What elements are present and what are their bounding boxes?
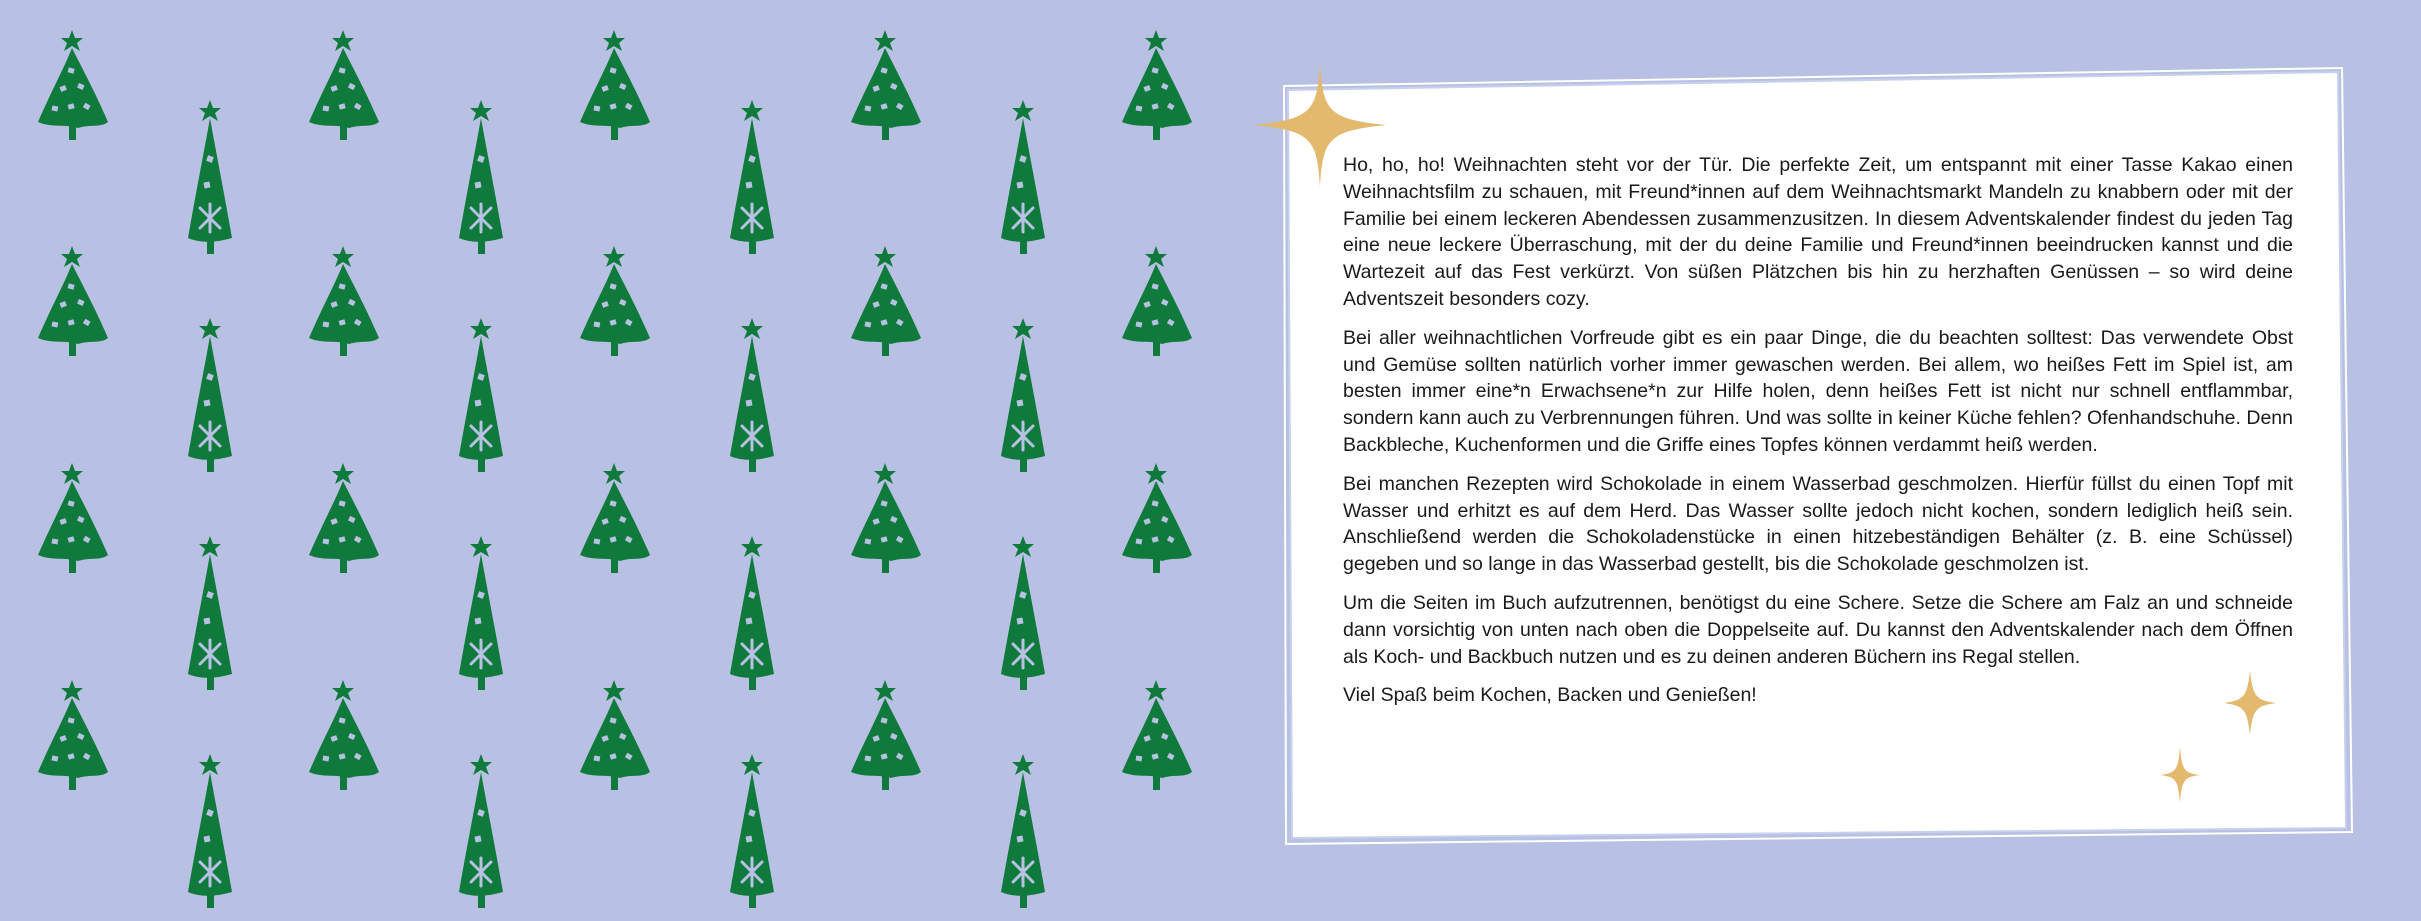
sparkle-icon-bottom-right-small <box>2158 745 2202 805</box>
intro-paragraph-1: Ho, ho, ho! Weihnachten steht vor der Tür. Die perfekte Zeit, um entspannt mit einer Tasse Kakao einen Weihnachtsfilm zu schauen, mit Freund*innen auf dem Weihnachtsmarkt Mandeln zu knabbern oder mit der Familie bei einem leckeren Abendessen zusammenzusitzen. In diesem Adventskalender findest du jeden Tag eine neue leckere Überraschung, mit der du deine Familie und Freund*innen beeindrucken kannst und die Wartezeit auf das Fest verkürzt. Von süßen Plätzchen bis hin zu herzhaften Genüssen – so wird deine Adventszeit besonders cozy. <box>1343 154 2293 310</box>
intro-closing: Viel Spaß beim Kochen, Backen und Genießen! <box>1343 684 1757 707</box>
intro-paragraph-3: Bei manchen Rezepten wird Schokolade in einem Wasserbad geschmolzen. Hierfür füllst du einen Topf mit Wasser und erhitzt es auf dem Herd. Das Wasser sollte jedoch nicht kochen, sondern lediglich heiß sein. Anschließend werden die Schokoladenstücke in einen hitzebeständigen Behälter (z. B. eine Schüssel) gegeben und so lange in das Wasserbad gestellt, bis die Schokolade geschmolzen ist. <box>1343 472 2293 576</box>
intro-paragraph-2: Bei aller weihnachtlichen Vorfreude gibt es ein paar Dinge, die du beachten solltest: Das verwendete Obst und Gemüse sollten natürlich vorher immer gewaschen werden. Bei allem, wo heißes Fett im Spiel ist, am besten immer eine*n Erwachsene*n zur Hilfe holen, denn heißes Fett ist nicht nur schnell entflammbar, sondern kann auch zu Verbrennungen führen. Und was sollte in keiner Küche fehlen? Ofenhandschuhe. Denn Backbleche, Kuchenformen und die Griffe eines Topfes können verdammt heiß werden. <box>1343 326 2293 456</box>
intro-card <box>1280 60 2360 850</box>
sparkle-icon-bottom-right-large <box>2222 670 2278 736</box>
intro-paragraph-4: Um die Seiten im Buch aufzutrennen, benötigst du eine Schere. Setze die Schere am Falz an und schneide dann vorsichtig von unten nach oben die Doppelseite auf. Du kannst den Adventskalender nach dem Öffnen als Koch- und Backbuch nutzen und es zu deinen anderen Büchern ins Regal stellen. <box>1343 591 2293 668</box>
intro-text <box>1343 152 2293 721</box>
sparkle-icon-top-left <box>1250 60 1390 190</box>
